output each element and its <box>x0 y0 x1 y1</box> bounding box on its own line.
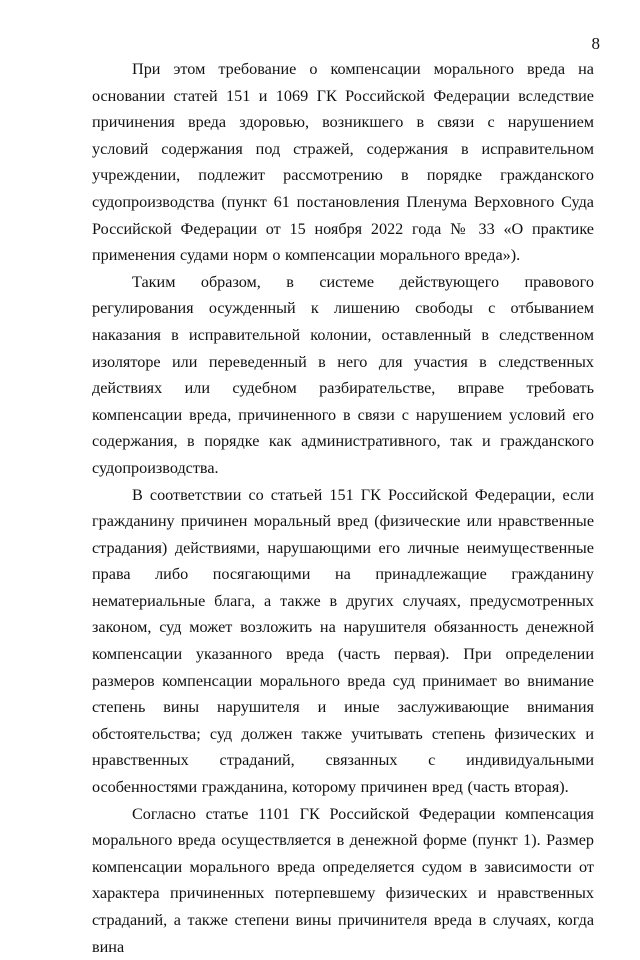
paragraph-3: В соответствии со статьей 151 ГК Российской Федерации, если гражданину причинен моральный вред (физические или нравственные страдания) действиями, нарушающими его личные неимущественные права либо посягающими на принадлежащие гражданину нематериальные блага, а также в других случаях, предусмотренных законом, суд может возложить на нарушителя обязанность денежной компенсации указанного вреда (часть первая). При определении размеров компенсации морального вреда суд принимает во внимание степень вины нарушителя и иные заслуживающие внимания обстоятельства; суд должен также учитывать степень физических и нравственных страданий, связанных с индивидуальными особенностями гражданина, которому причинен вред (часть вторая). <box>92 485 594 797</box>
document-body <box>92 56 594 960</box>
page-number: 8 <box>591 34 600 53</box>
paragraph-4: Согласно статье 1101 ГК Российской Федерации компенсация морального вреда осуществляется в денежной форме (пункт 1). Размер компенсации морального вреда определяется судом в зависимости от характера причиненных потерпевшему физических и нравственных страданий, а также степени вины причинителя вреда в случаях, когда вина <box>92 804 594 956</box>
paragraph-2: Таким образом, в системе действующего правового регулирования осужденный к лишению свободы с отбыванием наказания в исправительной колонии, оставленный в следственном изоляторе или переведенный в него для участия в следственных действиях или судебном разбирательстве, вправе требовать компенсации вреда, причиненного в связи с нарушением условий его содержания, в порядке как административного, так и гражданского судопроизводства. <box>92 272 594 477</box>
paragraph-1: При этом требование о компенсации морального вреда на основании статей 151 и 1069 ГК Российской Федерации вследствие причинения вреда здоровью, возникшего в связи с нарушением условий содержания под стражей, содержания в исправительном учреждении, подлежит рассмотрению в порядке гражданского судопроизводства (пункт 61 постановления Пленума Верховного Суда Российской Федерации от 15 ноября 2022 года № 33 «О практике применения судами норм о компенсации морального вреда»). <box>92 60 594 265</box>
